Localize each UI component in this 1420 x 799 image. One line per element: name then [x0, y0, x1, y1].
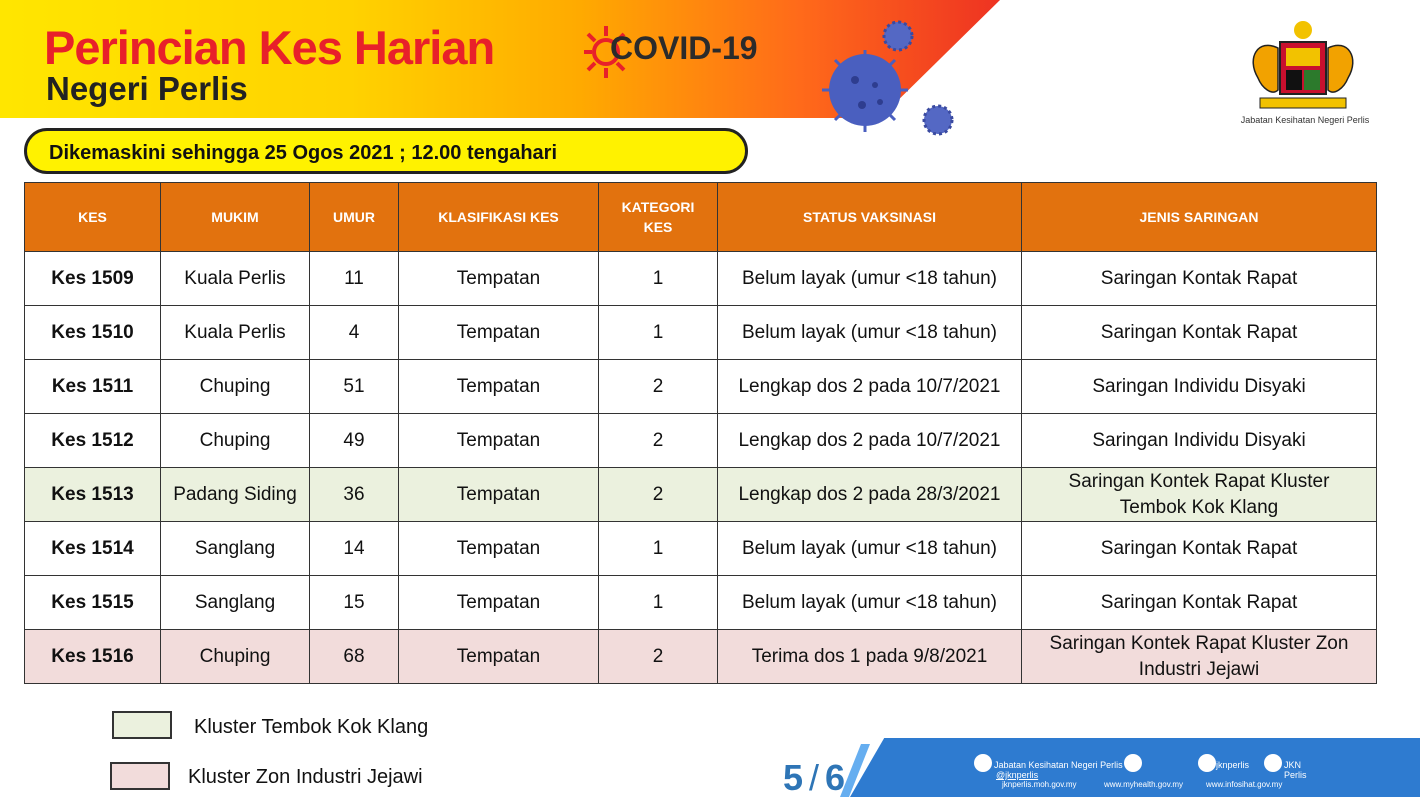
- column-header-saringan: JENIS SARINGAN: [1022, 183, 1377, 252]
- cell-saringan: Saringan Kontak Rapat: [1022, 522, 1377, 576]
- cell-mukim: Chuping: [161, 360, 310, 414]
- cell-klasifikasi: Tempatan: [399, 522, 599, 576]
- column-header-klasifikasi: KLASIFIKASI KES: [399, 183, 599, 252]
- cell-umur: 14: [310, 522, 399, 576]
- table-row: [25, 414, 1377, 468]
- table-row: [25, 576, 1377, 630]
- website-link-infosihat[interactable]: www.infosihat.gov.my: [1206, 780, 1283, 789]
- column-header-kes: KES: [25, 183, 161, 252]
- page-title: Perincian Kes Harian: [44, 21, 495, 74]
- coat-of-arms-icon: [1238, 18, 1368, 113]
- page-subtitle: Negeri Perlis: [46, 70, 248, 107]
- cell-saringan: Saringan Kontak Rapat: [1022, 306, 1377, 360]
- cell-umur: 49: [310, 414, 399, 468]
- facebook-name[interactable]: Jabatan Kesihatan Negeri Perlis: [994, 760, 1123, 770]
- table-row: [25, 522, 1377, 576]
- cell-kes: Kes 1515: [25, 576, 161, 630]
- table-header-row: [25, 183, 1377, 252]
- twitter-icon[interactable]: [1124, 754, 1142, 772]
- legend-label-tembok: Kluster Tembok Kok Klang: [194, 716, 429, 738]
- column-header-mukim: MUKIM: [161, 183, 310, 252]
- cell-saringan: Saringan Kontak Rapat: [1022, 576, 1377, 630]
- cell-kes: Kes 1512: [25, 414, 161, 468]
- cell-klasifikasi: Tempatan: [399, 630, 599, 684]
- cell-kes: Kes 1510: [25, 306, 161, 360]
- cell-mukim: Kuala Perlis: [161, 252, 310, 306]
- facebook-handle[interactable]: @jknperlis: [996, 770, 1039, 780]
- youtube-label[interactable]: JKN Perlis: [1284, 760, 1307, 780]
- column-header-umur: UMUR: [310, 183, 399, 252]
- cell-klasifikasi: Tempatan: [399, 306, 599, 360]
- page-separator: /: [809, 757, 820, 798]
- table-row: [25, 252, 1377, 306]
- cell-mukim: Chuping: [161, 414, 310, 468]
- current-page: 5: [783, 757, 804, 798]
- twitter-handle[interactable]: jknperlis: [1216, 760, 1250, 770]
- cell-status: Lengkap dos 2 pada 28/3/2021: [718, 468, 1022, 522]
- cell-klasifikasi: Tempatan: [399, 576, 599, 630]
- update-banner: [24, 128, 748, 174]
- cell-saringan: Saringan Kontek Rapat Kluster Tembok Kok Klang: [1022, 468, 1377, 522]
- table-row: [25, 360, 1377, 414]
- cell-kategori: 1: [599, 306, 718, 360]
- update-text: Dikemaskini sehingga 25 Ogos 2021 ; 12.00 tengahari: [49, 142, 557, 164]
- youtube-icon[interactable]: [1264, 754, 1282, 772]
- cell-umur: 11: [310, 252, 399, 306]
- cell-kategori: 1: [599, 576, 718, 630]
- cell-klasifikasi: Tempatan: [399, 414, 599, 468]
- cell-kes: Kes 1513: [25, 468, 161, 522]
- cell-kategori: 2: [599, 630, 718, 684]
- cell-umur: 4: [310, 306, 399, 360]
- cell-kes: Kes 1516: [25, 630, 161, 684]
- cell-status: Belum layak (umur <18 tahun): [718, 522, 1022, 576]
- covid-label: COVID-19: [610, 30, 758, 66]
- cell-saringan: Saringan Kontak Rapat: [1022, 252, 1377, 306]
- cell-kategori: 2: [599, 414, 718, 468]
- legend-swatch-tembok: [112, 711, 172, 739]
- cell-klasifikasi: Tempatan: [399, 360, 599, 414]
- cell-saringan: Saringan Kontek Rapat Kluster Zon Industri Jejawi: [1022, 630, 1377, 684]
- emblem-caption: Jabatan Kesihatan Negeri Perlis: [1240, 115, 1370, 125]
- cell-umur: 15: [310, 576, 399, 630]
- cell-status: Lengkap dos 2 pada 10/7/2021: [718, 414, 1022, 468]
- cell-umur: 51: [310, 360, 399, 414]
- cell-status: Lengkap dos 2 pada 10/7/2021: [718, 360, 1022, 414]
- facebook-icon[interactable]: [974, 754, 992, 772]
- cell-kategori: 1: [599, 252, 718, 306]
- cell-status: Terima dos 1 pada 9/8/2021: [718, 630, 1022, 684]
- cell-kes: Kes 1509: [25, 252, 161, 306]
- website-link-jkn[interactable]: jknperlis.moh.gov.my: [1002, 780, 1077, 789]
- cell-status: Belum layak (umur <18 tahun): [718, 306, 1022, 360]
- virus-illustration-icon: [810, 10, 970, 145]
- cell-saringan: Saringan Individu Disyaki: [1022, 360, 1377, 414]
- cell-mukim: Kuala Perlis: [161, 306, 310, 360]
- column-header-kategori: KATEGORI KES: [599, 183, 718, 252]
- total-pages: 6: [825, 757, 846, 798]
- cell-kategori: 1: [599, 522, 718, 576]
- website-link-myhealth[interactable]: www.myhealth.gov.my: [1104, 780, 1183, 789]
- cell-status: Belum layak (umur <18 tahun): [718, 576, 1022, 630]
- legend-label-jejawi: Kluster Zon Industri Jejawi: [188, 766, 423, 788]
- cell-kes: Kes 1514: [25, 522, 161, 576]
- table-row-cluster-jejawi: [25, 630, 1377, 684]
- cell-saringan: Saringan Individu Disyaki: [1022, 414, 1377, 468]
- column-header-status: STATUS VAKSINASI: [718, 183, 1022, 252]
- cell-kategori: 2: [599, 468, 718, 522]
- cell-mukim: Sanglang: [161, 576, 310, 630]
- cell-status: Belum layak (umur <18 tahun): [718, 252, 1022, 306]
- cell-umur: 68: [310, 630, 399, 684]
- instagram-icon[interactable]: [1198, 754, 1216, 772]
- table-row-cluster-tembok: [25, 468, 1377, 522]
- page-indicator: [783, 757, 845, 799]
- cell-klasifikasi: Tempatan: [399, 468, 599, 522]
- cell-kes: Kes 1511: [25, 360, 161, 414]
- case-table: [24, 182, 1377, 684]
- table-row: [25, 306, 1377, 360]
- cell-klasifikasi: Tempatan: [399, 252, 599, 306]
- cell-mukim: Sanglang: [161, 522, 310, 576]
- cell-umur: 36: [310, 468, 399, 522]
- cell-kategori: 2: [599, 360, 718, 414]
- cell-mukim: Chuping: [161, 630, 310, 684]
- cell-mukim: Padang Siding: [161, 468, 310, 522]
- legend-swatch-jejawi: [110, 762, 170, 790]
